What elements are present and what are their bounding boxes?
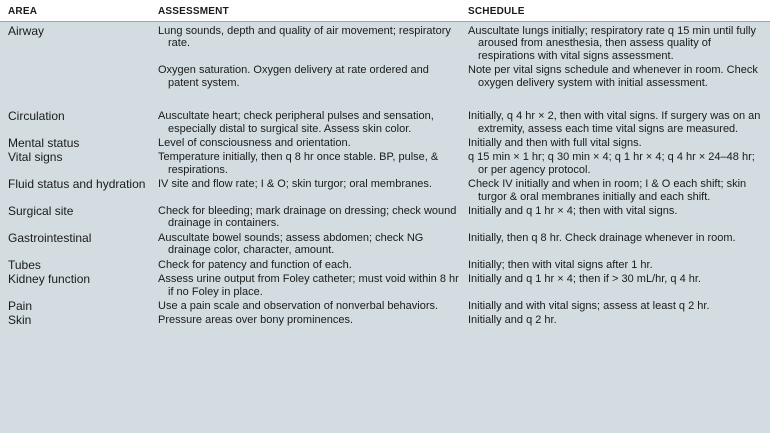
assessment-cell: Auscultate bowel sounds; assess abdomen; check NG drainage color, character, amount. xyxy=(158,231,424,257)
area-cell: Circulation xyxy=(8,109,65,124)
table-row xyxy=(0,151,770,178)
schedule-cell: Initially and q 2 hr. xyxy=(468,314,557,327)
schedule-cell: Check IV initially and when in room; I & O each shift; skin turgor & oral membranes initially and each shift. xyxy=(468,178,747,203)
schedule-cell: Initially and with vital signs; assess at least q 2 hr. xyxy=(468,299,710,312)
header-assessment: ASSESSMENT xyxy=(158,0,468,22)
area-cell: Kidney function xyxy=(8,272,91,287)
header-row xyxy=(0,0,770,22)
assessment-cell: Oxygen saturation. Oxygen delivery at rate ordered and patent system. xyxy=(158,64,429,89)
area-cell xyxy=(0,64,158,110)
area-cell: Skin xyxy=(8,313,32,328)
assessment-cell: Check for bleeding; mark drainage on dressing; check wound drainage in containers. xyxy=(158,205,457,230)
assessment-cell: IV site and flow rate; I & O; skin turgor; oral membranes. xyxy=(158,178,432,191)
assessment-cell: Pressure areas over bony prominences. xyxy=(158,314,354,327)
table-row xyxy=(0,110,770,137)
schedule-cell: Initially, then q 8 hr. Check drainage whenever in room. xyxy=(468,231,736,244)
assessment-cell: Level of consciousness and orientation. xyxy=(158,137,351,150)
schedule-cell: Auscultate lungs initially; respiratory rate q 15 min until fully aroused from anesthesia, then assess quality of respirations with vital signs assessment. xyxy=(468,25,756,62)
table-row xyxy=(0,137,770,151)
header-area: AREA xyxy=(0,0,158,22)
assessment-cell: Lung sounds, depth and quality of air movement; respiratory rate. xyxy=(158,25,451,50)
assessment-cell: Assess urine output from Foley catheter; must void within 8 hr if no Foley in place. xyxy=(158,273,459,298)
assessment-cell: Temperature initially, then q 8 hr once stable. BP, pulse, & respirations. xyxy=(158,151,439,176)
assessment-cell: Auscultate heart; check peripheral pulses and sensation, especially distal to surgical site. Assess skin color. xyxy=(158,110,434,135)
area-cell: Airway xyxy=(8,24,45,38)
header-schedule: SCHEDULE xyxy=(468,0,770,22)
area-cell: Gastrointestinal xyxy=(8,230,92,245)
table-row xyxy=(0,259,770,273)
schedule-cell: q 15 min × 1 hr; q 30 min × 4; q 1 hr × 4; q 4 hr × 24–48 hr; or per agency protocol. xyxy=(468,151,755,176)
area-cell: Vital signs xyxy=(8,150,63,165)
assessment-cell: Use a pain scale and observation of nonverbal behaviors. xyxy=(158,299,439,312)
area-cell: Tubes xyxy=(8,257,41,272)
table-row xyxy=(0,22,770,65)
table-row xyxy=(0,232,770,259)
schedule-cell: Initially, q 4 hr × 2, then with vital signs. If surgery was on an extremity, assess each time vital signs are measured. xyxy=(468,110,761,135)
assessment-cell: Check for patency and function of each. xyxy=(158,258,352,271)
table-row xyxy=(0,178,770,205)
table-row xyxy=(0,314,770,328)
schedule-cell: Initially and q 1 hr × 4; then if > 30 mL/hr, q 4 hr. xyxy=(468,273,701,286)
area-cell: Mental status xyxy=(8,136,80,151)
table-row xyxy=(0,273,770,300)
area-cell: Surgical site xyxy=(8,204,74,219)
table-row xyxy=(0,64,770,110)
area-cell: Fluid status and hydration xyxy=(8,177,146,192)
schedule-cell: Initially and then with full vital signs. xyxy=(468,137,642,150)
table-row xyxy=(0,205,770,232)
area-cell: Pain xyxy=(8,298,33,313)
schedule-cell: Note per vital signs schedule and whenever in room. Check oxygen delivery system with initial assessment. xyxy=(468,64,758,89)
schedule-cell: Initially; then with vital signs after 1 hr. xyxy=(468,258,653,271)
table-row xyxy=(0,300,770,314)
schedule-cell: Initially and q 1 hr × 4; then with vital signs. xyxy=(468,205,678,218)
